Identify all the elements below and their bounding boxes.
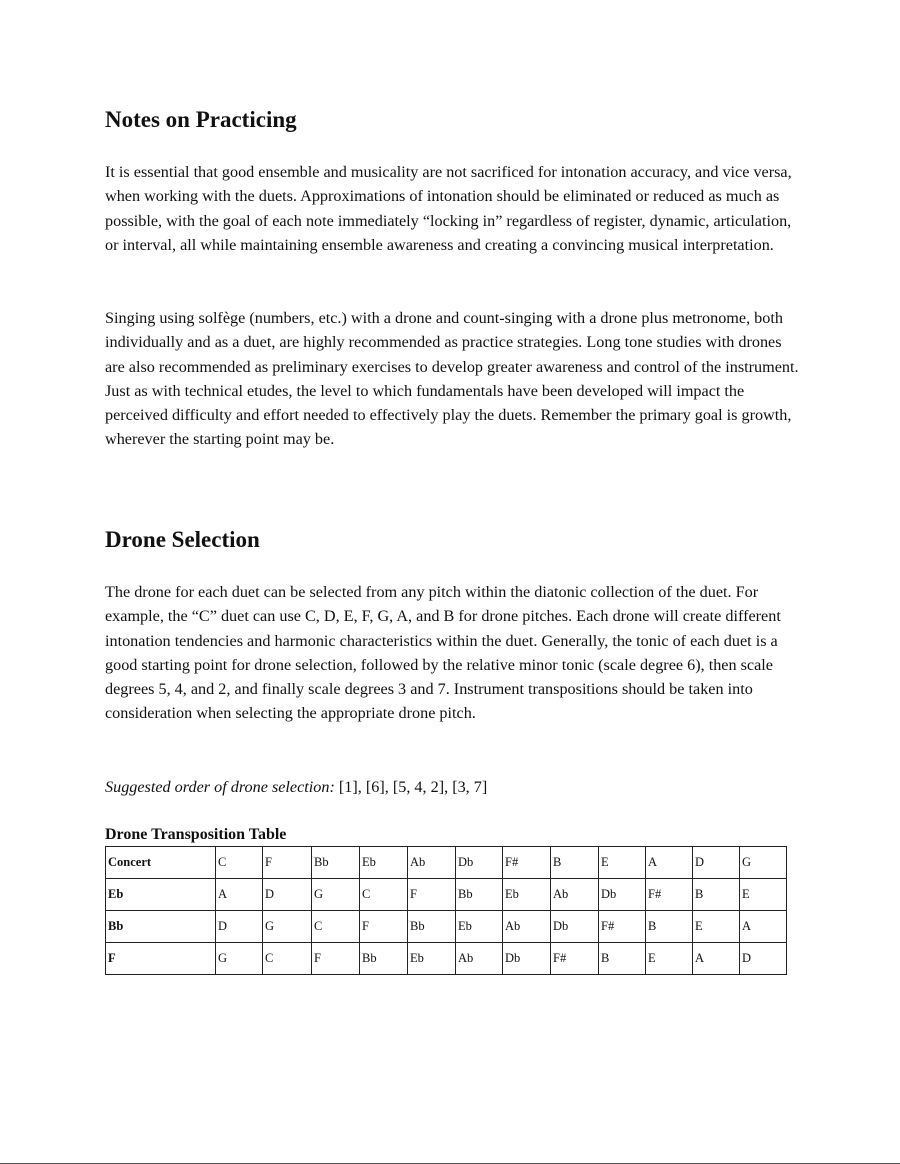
table-cell: E	[740, 879, 787, 911]
table-cell: G	[263, 911, 312, 943]
table-cell: Db	[599, 879, 646, 911]
table-cell: D	[263, 879, 312, 911]
table-cell: F	[360, 911, 408, 943]
table-cell: C	[263, 943, 312, 975]
table-cell: F	[263, 847, 312, 879]
table-cell: B	[551, 847, 599, 879]
table-row	[106, 943, 787, 975]
table-row	[106, 911, 787, 943]
table-cell: E	[646, 943, 693, 975]
table-body	[106, 847, 787, 975]
table-cell: Eb	[456, 911, 503, 943]
table-cell: A	[740, 911, 787, 943]
table-cell: G	[216, 943, 263, 975]
table-row	[106, 847, 787, 879]
table-cell: Db	[551, 911, 599, 943]
table-cell: F#	[503, 847, 551, 879]
table-cell: Db	[503, 943, 551, 975]
row-label: Concert	[106, 847, 216, 879]
table-cell: F	[312, 943, 360, 975]
table-cell: Ab	[456, 943, 503, 975]
paragraph-ensemble-intonation: It is essential that good ensemble and musicality are not sacrificed for intonation accuracy, and vice versa, when working with the duets. Approximations of intonation should be eliminated or reduced as much as possible, with the goal of each note immediately “locking in” regardless of register, dynamic, articulation, or interval, all while maintaining ensemble awareness and creating a convincing musical interpretation.	[105, 163, 792, 254]
table-cell: D	[216, 911, 263, 943]
table-cell: F#	[599, 911, 646, 943]
row-label: Bb	[106, 911, 216, 943]
table-cell: Ab	[551, 879, 599, 911]
table-cell: A	[693, 943, 740, 975]
table-cell: Bb	[360, 943, 408, 975]
row-label: Eb	[106, 879, 216, 911]
table-cell: Db	[456, 847, 503, 879]
table-cell: F#	[646, 879, 693, 911]
drone-transposition-table	[105, 846, 787, 975]
row-label: F	[106, 943, 216, 975]
table-row	[106, 879, 787, 911]
table-cell: C	[312, 911, 360, 943]
table-cell: B	[646, 911, 693, 943]
table-cell: Eb	[408, 943, 456, 975]
table-cell: G	[740, 847, 787, 879]
paragraph-drone-selection: The drone for each duet can be selected from any pitch within the diatonic collection of the duet. For example, the “C” duet can use C, D, E, F, G, A, and B for drone pitches. Each drone will create different intonation tendencies and harmonic characteristics within the duet. Generally, the tonic of each duet is a good starting point for drone selection, followed by the relative minor tonic (scale degree 6), then scale degrees 5, 4, and 2, and finally scale degrees 3 and 7. Instrument transpositions should be taken into consideration when selecting the appropriate drone pitch.	[105, 583, 781, 723]
table-cell: C	[360, 879, 408, 911]
table-cell: Bb	[408, 911, 456, 943]
table-cell: F#	[551, 943, 599, 975]
table-cell: B	[599, 943, 646, 975]
table-cell: G	[312, 879, 360, 911]
table-cell: E	[599, 847, 646, 879]
table-cell: Ab	[408, 847, 456, 879]
table-title: Drone Transposition Table	[105, 826, 287, 843]
table-cell: Bb	[312, 847, 360, 879]
paragraph-practice-strategies: Singing using solfège (numbers, etc.) with a drone and count-singing with a drone plus metronome, both individually and as a duet, are highly recommended as practice strategies. Long tone studies with drones are also recommended as preliminary exercises to develop greater awareness and control of the instrument. Just as with technical etudes, the level to which fundamentals have been developed will impact the perceived difficulty and effort needed to effectively play the duets. Remember the primary goal is growth, wherever the starting point may be.	[105, 309, 799, 449]
table-cell: E	[693, 911, 740, 943]
table-cell: D	[740, 943, 787, 975]
table-cell: B	[693, 879, 740, 911]
heading-drone-selection: Drone Selection	[105, 527, 260, 552]
table-cell: A	[646, 847, 693, 879]
suggested-order-values: [1], [6], [5, 4, 2], [3, 7]	[338, 778, 488, 796]
table-cell: A	[216, 879, 263, 911]
suggested-order-line	[105, 775, 805, 799]
table-cell: Eb	[503, 879, 551, 911]
heading-notes-on-practicing: Notes on Practicing	[105, 107, 297, 132]
table-cell: D	[693, 847, 740, 879]
table-cell: C	[216, 847, 263, 879]
table-cell: F	[408, 879, 456, 911]
table-cell: Bb	[456, 879, 503, 911]
table-cell: Eb	[360, 847, 408, 879]
table-cell: Ab	[503, 911, 551, 943]
suggested-order-label: Suggested order of drone selection:	[105, 778, 335, 796]
